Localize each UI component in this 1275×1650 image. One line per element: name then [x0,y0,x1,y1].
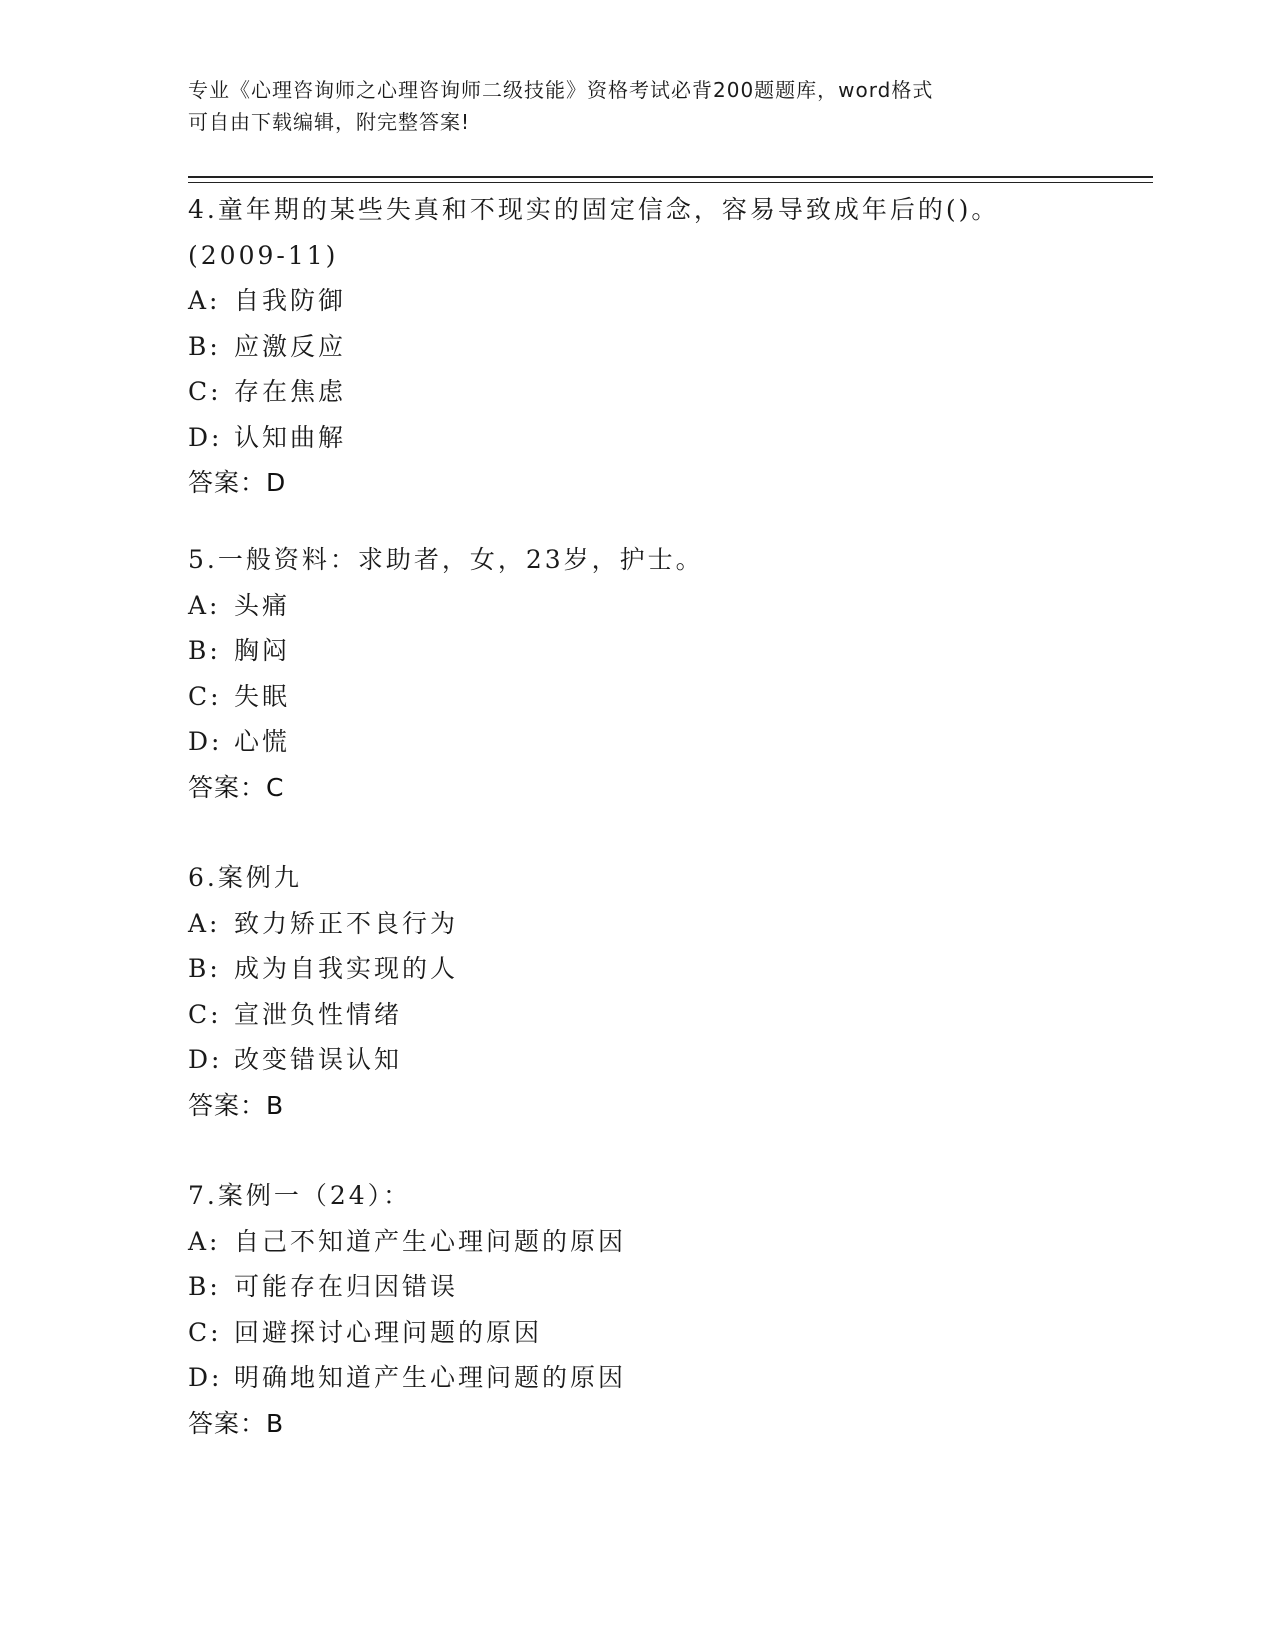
question-stem: 7.案例一（24）： [188,1181,412,1210]
option-d [188,719,1168,765]
header-line-2: 可自由下载编辑，附完整答案! [188,110,471,134]
option-text: 回避探讨心理问题的原因 [234,1317,543,1347]
document-header [188,74,1068,138]
option-c [188,674,1168,720]
option-label: D: [188,727,223,756]
header-divider-bottom [188,182,1153,183]
option-label: D: [188,1363,223,1392]
option-text: 致力矫正不良行为 [234,908,459,938]
option-label: D: [188,1045,223,1074]
option-c [188,992,1168,1038]
option-text: 自己不知道产生心理问题的原因 [234,1226,627,1256]
option-text: 宣泄负性情绪 [234,999,403,1029]
option-text: 明确地知道产生心理问题的原因 [234,1363,627,1392]
option-text: 失眠 [234,681,291,711]
option-text: 改变错误认知 [234,1045,403,1074]
option-label: A: [188,286,221,315]
question-stem: 6.案例九 [188,863,302,892]
option-text: 认知曲解 [234,422,347,452]
header-line-1: 专业《心理咨询师之心理咨询师二级技能》资格考试必背200题题库，word格式 [188,78,934,102]
question-stem-source: (2009-11) [188,240,339,270]
option-label: B: [188,954,221,983]
question-7 [188,1173,1168,1446]
option-d [188,1355,1168,1401]
option-b [188,324,1168,370]
option-text: 胸闷 [234,636,291,665]
option-text: 心慌 [234,727,291,756]
option-text: 应激反应 [234,331,347,361]
option-label: A: [188,590,221,620]
option-text: 存在焦虑 [234,377,347,406]
option-a [188,583,1168,629]
answer-line: 答案：B [188,1090,285,1120]
option-a [188,901,1168,947]
option-label: A: [188,1226,221,1256]
option-b [188,1264,1168,1310]
option-text: 头痛 [234,590,291,620]
option-c [188,1310,1168,1356]
option-label: D: [188,422,223,452]
option-label: B: [188,636,221,665]
question-6 [188,855,1168,1128]
option-label: C: [188,377,222,406]
option-text: 自我防御 [234,286,347,315]
question-stem: 4.童年期的某些失真和不现实的固定信念，容易导致成年后的()。 [188,195,1000,224]
option-label: A: [188,908,221,938]
question-4 [188,187,1168,506]
option-b [188,946,1168,992]
option-c [188,369,1168,415]
answer-line: 答案：D [188,468,287,497]
option-a [188,1219,1168,1265]
option-label: B: [188,1272,221,1301]
option-label: C: [188,999,222,1029]
option-label: C: [188,1317,222,1347]
answer-line: 答案：C [188,772,285,802]
header-divider-top [188,176,1153,178]
option-b [188,628,1168,674]
option-text: 成为自我实现的人 [234,954,459,983]
option-a [188,278,1168,324]
option-text: 可能存在归因错误 [234,1272,459,1301]
option-d [188,415,1168,461]
option-label: C: [188,681,222,711]
answer-line: 答案：B [188,1408,285,1438]
question-5 [188,537,1168,810]
option-d [188,1037,1168,1083]
option-label: B: [188,331,221,361]
question-stem: 5.一般资料：求助者，女，23岁，护士。 [188,545,704,574]
